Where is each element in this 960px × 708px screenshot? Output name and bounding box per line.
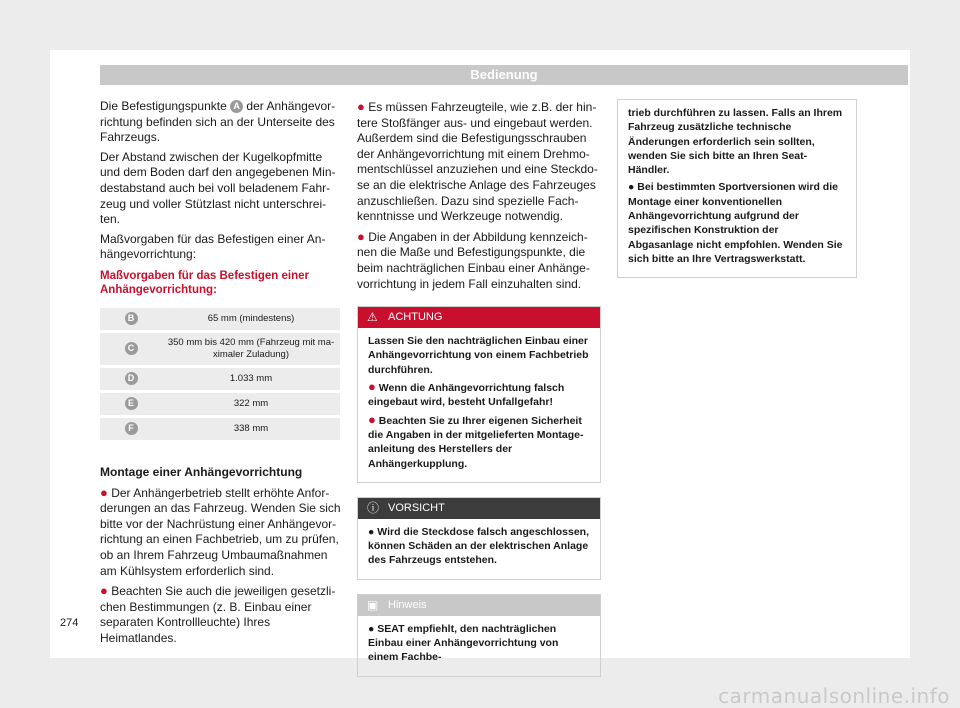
bullet-item (100, 583, 342, 646)
bullet-item (368, 380, 590, 410)
bullet-icon: ● (368, 622, 375, 635)
section-title: Montage einer Anhängevorrichtung (100, 464, 303, 479)
caution-body (358, 519, 600, 579)
note-continued-text: trieb durchführen zu lassen. Falls an Ihrem Fahrzeug zusätzliche technische Änderungen erforderlich sein sollten, wenden Sie sich bitte an Ihren Seat-Händler. (628, 107, 843, 177)
note-body (358, 616, 600, 676)
bullet-item (368, 413, 590, 471)
bullet-item (357, 99, 601, 225)
bullet-icon: ● (628, 181, 635, 194)
bullet-item (368, 525, 590, 568)
note-icon: ▣ (367, 597, 379, 612)
warning-intro: Lassen Sie den nachträglichen Einbau einer Anhängevorrichtung von einem Fachbetrieb durchführen. (368, 335, 589, 376)
table-key-cell (100, 333, 162, 365)
table-row (100, 418, 340, 440)
table-key-cell (100, 368, 162, 390)
marker-f-icon: F (125, 422, 138, 435)
table-value-cell: 65 mm (mindestens) (162, 308, 340, 330)
table-row (100, 333, 340, 365)
caution-box (357, 497, 601, 580)
page-number: 274 (60, 617, 79, 629)
bullet-text: Der Anhängerbetrieb stellt erhöhte Anforderungen an das Fahrzeug. Wenden Sie sich bitte vor der Nachrüstung einer Anhängevorrichtung an einen Fachbetrieb, um zu prüfen, ob an Ihrem Fahrzeug Umbaumaßnahmen am Kühlsystem erforderlich sind. (100, 485, 341, 578)
table-key-cell (100, 308, 162, 330)
intro-paragraph (100, 99, 342, 146)
bullet-icon: ● (357, 99, 365, 114)
bullet-text: Wenn die Anhängevorrichtung falsch eingebaut wird, besteht Unfallgefahr! (368, 382, 565, 409)
intro-text-a: Die Befestigungspunkte (100, 99, 231, 113)
bullet-text: Die Angaben in der Abbildung kennzeichnen die Maße und Befestigungspunkte, die beim nachträglichen Einbau einer Anhängevorrichtung in jedem Fall einzuhalten sind. (357, 229, 590, 291)
warning-body (358, 328, 600, 482)
requirements-paragraph: Maßvorgaben für das Befestigen einer Anhängevorrichtung: (100, 231, 326, 262)
warning-box (357, 306, 601, 483)
section-header: Bedienung (100, 65, 908, 85)
note-title: Hinweis (388, 598, 427, 611)
marker-c-icon: C (125, 342, 138, 355)
bullet-text: SEAT empfiehlt, den nachträglichen Einbau einer Anhängevorrichtung von einem Fachbe- (368, 622, 559, 664)
table-key-cell (100, 418, 162, 440)
bullet-item (368, 622, 590, 665)
bullet-icon: ● (368, 411, 376, 427)
distance-paragraph: Der Abstand zwischen der Kugelkopfmitte und dem Boden darf den angegebenen Mindestabstand auch bei voll beladenem Fahrzeug und voller Stützlast nicht unterschreiten. (100, 149, 336, 227)
table-value-cell: 322 mm (162, 393, 340, 415)
bullet-icon: ● (368, 525, 375, 538)
bullet-item (628, 180, 846, 266)
marker-e-icon: E (125, 397, 138, 410)
warning-triangle-icon: ⚠ (367, 310, 378, 325)
table-row (100, 368, 340, 390)
table-value-cell: 350 mm bis 420 mm (Fahrzeug mit maximaler Zuladung) (162, 333, 340, 365)
page (50, 50, 910, 664)
bullet-text: Beachten Sie zu Ihrer eigenen Sicherheit die Angaben in der mitgelieferten Montageanleitung des Herstellers der Anhängerkupplung. (368, 414, 584, 470)
bullet-text: Bei bestimmten Sportversionen wird die Montage einer konventionellen Anhängevorrichtung aufgrund der spezifischen Konstruktion der Abgasanlage nicht empfohlen. Wenden Sie sich bitte an Ihre Vertragswerkstatt. (628, 181, 843, 265)
caution-title: VORSICHT (388, 501, 445, 514)
bullet-icon: ● (100, 583, 108, 599)
dimensions-table (100, 305, 340, 443)
intro-text-b: der Anhängevorrichtung befinden sich an der Unterseite des Fahrzeugs. (100, 99, 336, 145)
bullet-icon: ● (357, 228, 365, 244)
warning-header (358, 307, 600, 328)
table-caption: Maßvorgaben für das Befestigen einer Anhängevorrichtung: (100, 269, 309, 296)
column-2 (357, 99, 601, 677)
warning-title: ACHTUNG (388, 311, 443, 324)
marker-d-icon: D (125, 372, 138, 385)
column-1 (100, 99, 342, 650)
marker-b-icon: B (125, 312, 138, 325)
info-circle-icon: ⓘ (367, 500, 380, 515)
bullet-text: Es müssen Fahrzeugteile, wie z.B. der hintere Stoßfänger aus- und eingebaut werden. Außerdem sind die Befestigungsschrauben der Anhängevorrichtung mit einem Drehmomentschlüssel anzuziehen und eine Steckdose an die elektrische Anlage des Fahrzeuges anzuschließen. Dazu sind spezielle Fachkenntnisse und Werkzeuge notwendig. (357, 100, 598, 224)
column-3 (617, 99, 857, 278)
bullet-text: Wird die Steckdose falsch angeschlossen, können Schäden an der elektrischen Anlage des Fahrzeugs entstehen. (368, 525, 589, 567)
watermark: carmanualsonline.info (718, 684, 950, 708)
table-value-cell: 338 mm (162, 418, 340, 440)
table-row (100, 393, 340, 415)
table-value-cell: 1.033 mm (162, 368, 340, 390)
note-box (357, 594, 601, 677)
marker-a-icon: A (230, 100, 243, 113)
bullet-item (357, 229, 601, 292)
bullet-item (100, 485, 342, 580)
bullet-icon: ● (100, 484, 108, 500)
caution-header (358, 498, 600, 519)
table-key-cell (100, 393, 162, 415)
table-row (100, 308, 340, 330)
bullet-icon: ● (368, 379, 376, 395)
bullet-text: Beachten Sie auch die jeweiligen gesetzlichen Bestimmungen (z. B. Einbau einer separaten Kontrollleuchte) Ihres Heimatlandes. (100, 584, 336, 645)
note-header (358, 595, 600, 616)
note-continued-box (617, 99, 857, 278)
